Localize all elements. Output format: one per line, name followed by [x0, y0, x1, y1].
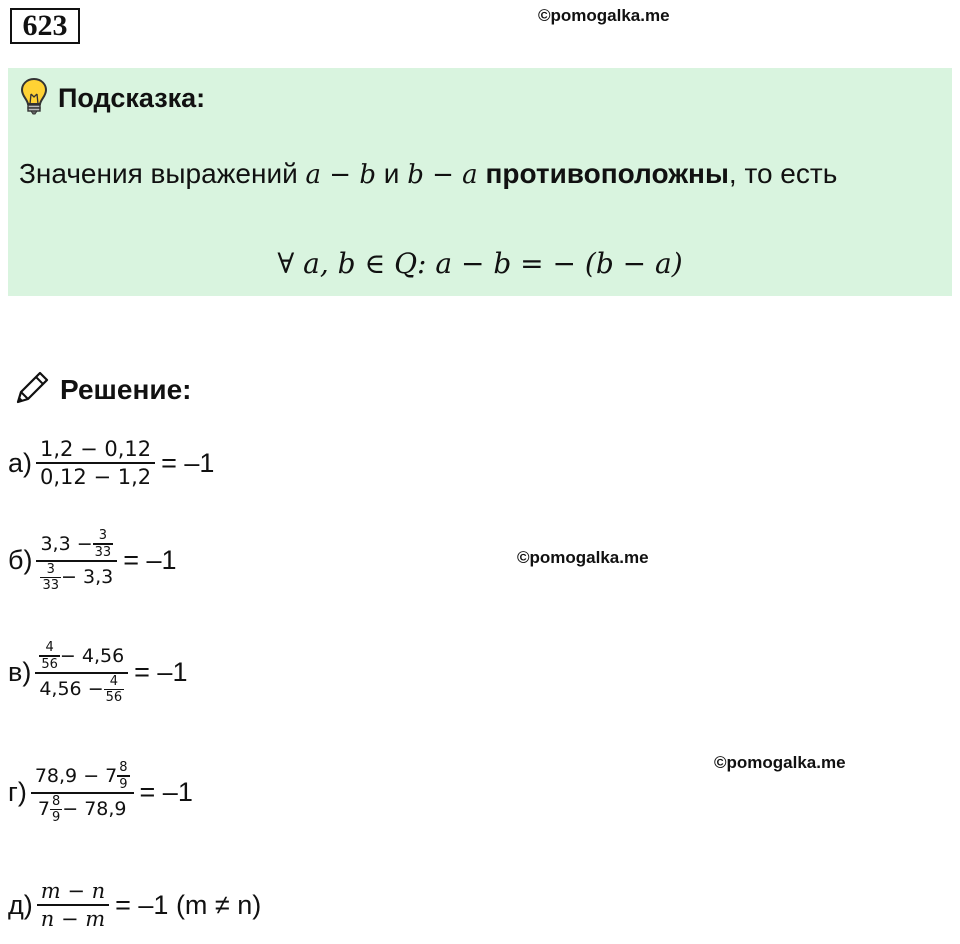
item-result: = –1	[161, 447, 215, 478]
problem-number: 623	[10, 8, 80, 44]
inner-denominator: 33	[42, 578, 60, 593]
inner-denominator: 9	[51, 810, 61, 825]
solution-title: Решение:	[60, 374, 192, 405]
item-result: = –1	[123, 545, 177, 575]
inner-fraction	[93, 528, 114, 560]
solution-item-a	[8, 436, 214, 490]
fraction	[37, 878, 109, 932]
denominator-part: − 78,9	[62, 798, 127, 821]
item-label: г)	[8, 777, 27, 807]
inner-numerator: 8	[119, 760, 128, 775]
inner-fraction	[117, 760, 129, 792]
inner-denominator: 56	[105, 690, 123, 705]
item-label: в)	[8, 657, 32, 687]
inner-denominator: 9	[119, 776, 128, 792]
hint-formula: ∀ a, b ∈ Q: a − b = − (b − a)	[277, 247, 683, 280]
numerator: m − n	[40, 879, 106, 903]
fraction	[35, 640, 128, 705]
inner-denominator: 56	[41, 656, 58, 672]
watermark: ©pomogalka.me	[538, 6, 670, 25]
hint-text	[19, 148, 919, 201]
denominator	[34, 794, 131, 826]
numerator-part: 3,3 −	[40, 532, 93, 555]
numerator	[31, 760, 134, 792]
inner-fraction	[50, 794, 62, 826]
denominator-part: − 3,3	[61, 566, 114, 589]
hint-text-end: , то есть	[728, 158, 838, 189]
inner-fraction	[40, 562, 61, 594]
solution-item-v	[8, 640, 187, 705]
denominator-part: 7	[37, 798, 50, 821]
item-label: б)	[8, 545, 33, 575]
fraction	[36, 528, 117, 593]
numerator-part: 78,9 − 7	[34, 764, 118, 787]
hint-header	[20, 76, 205, 120]
denominator: 0,12 − 1,2	[40, 465, 152, 489]
inner-numerator: 3	[46, 561, 55, 577]
hint-expr-2: b − a	[407, 160, 478, 190]
inner-numerator: 4	[109, 673, 119, 689]
hint-title: Подсказка:	[58, 82, 206, 113]
solution-item-b	[8, 528, 177, 593]
lightbulb-icon	[20, 77, 48, 120]
item-result: = –1	[134, 657, 188, 687]
numerator	[35, 640, 128, 672]
numerator-part: − 4,56	[59, 644, 125, 667]
pencil-icon	[12, 368, 52, 413]
item-result: = –1 (m ≠ n)	[115, 889, 262, 920]
inner-numerator: 3	[98, 528, 108, 543]
inner-denominator: 33	[94, 544, 112, 560]
watermark: ©pomogalka.me	[517, 548, 649, 567]
inner-fraction	[104, 674, 125, 706]
fraction	[31, 760, 134, 825]
watermark: ©pomogalka.me	[714, 753, 846, 772]
denominator	[35, 674, 128, 706]
hint-bold-word: противоположны	[485, 158, 729, 189]
solution-header	[12, 368, 191, 412]
item-label: а)	[8, 447, 33, 478]
solution-item-d	[8, 878, 261, 932]
hint-and: и	[375, 158, 408, 189]
denominator	[36, 562, 117, 594]
denominator-part: 4,56 −	[39, 678, 104, 701]
denominator: n − m	[40, 907, 106, 931]
hint-expr-1: a − b	[305, 160, 376, 190]
numerator: 1,2 − 0,12	[40, 437, 152, 461]
hint-text-start: Значения выражений	[19, 158, 306, 189]
item-label: д)	[8, 889, 33, 920]
inner-numerator: 8	[51, 793, 61, 809]
numerator	[36, 528, 117, 560]
inner-numerator: 4	[45, 640, 54, 655]
fraction	[36, 436, 155, 490]
hint-box	[8, 68, 952, 296]
solution-item-g	[8, 760, 193, 825]
inner-fraction	[39, 640, 60, 672]
item-result: = –1	[139, 777, 193, 807]
